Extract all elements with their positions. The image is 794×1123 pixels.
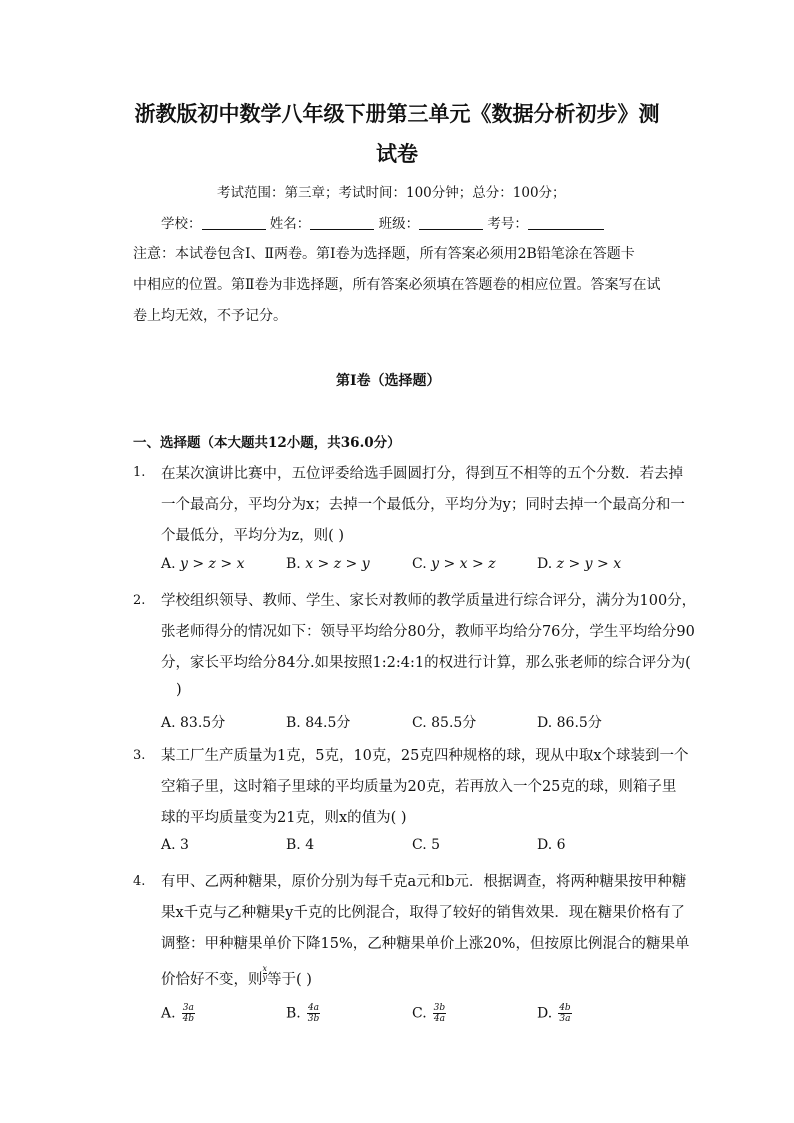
question-number: 2. — [133, 593, 146, 608]
notice-line1: 注意：本试卷包含Ⅰ、Ⅱ两卷。第Ⅰ卷为选择题，所有答案必须用2B铅笔涂在答题卡 — [133, 246, 635, 262]
option-a[interactable] — [161, 1003, 195, 1024]
question-number: 1. — [133, 465, 146, 480]
question-line: 果x千克与乙种糖果y千克的比例混合，取得了较好的销售效果．现在糖果价格有了 — [161, 905, 685, 921]
exam-title-line2: 试卷 — [376, 141, 418, 166]
option-label: C. — [412, 1005, 427, 1022]
option-b[interactable] — [286, 556, 370, 572]
option-label: B. — [286, 1005, 301, 1022]
option-c[interactable] — [412, 712, 476, 732]
option-label: C. — [412, 837, 427, 853]
question-text: 等于( ) — [267, 972, 312, 988]
question-line: 球的平均质量变为21克，则x的值为( ) — [161, 810, 407, 826]
option-fraction — [558, 1003, 572, 1024]
question-line: 空箱子里，这时箱子里球的平均质量为20克，若再放入一个25克的球，则箱子里 — [161, 779, 677, 795]
name-blank[interactable] — [310, 215, 374, 230]
option-label: C. — [412, 556, 427, 572]
option-label: A. — [161, 1005, 176, 1022]
number-label: 考号： — [487, 216, 528, 232]
name-label: 姓名： — [269, 216, 311, 232]
question-line: 分，家长平均给分84分.如果按照1:2:4:1的权进行计算，那么张老师的综合评分为( — [161, 655, 691, 671]
question-line: 张老师得分的情况如下：领导平均给分80分，教师平均给分76分，学生平均给分90 — [161, 624, 695, 640]
question-line: ) — [176, 682, 182, 698]
option-b[interactable] — [286, 837, 314, 853]
exam-info: 考试范围：第三章；考试时间：100分钟；总分：100分； — [217, 185, 566, 201]
option-text: 84.5分 — [305, 715, 351, 731]
notice-line3: 卷上均无效，不予记分。 — [133, 308, 287, 324]
class-label: 班级： — [378, 216, 420, 232]
question-line: 在某次演讲比赛中，五位评委给选手圆圆打分，得到互不相等的五个分数．若去掉 — [161, 466, 683, 482]
option-fraction — [433, 1003, 447, 1024]
option-c[interactable] — [412, 556, 496, 572]
option-label: C. — [412, 715, 427, 731]
option-label: D. — [537, 1005, 553, 1022]
option-a[interactable] — [161, 837, 189, 853]
option-label: D. — [537, 556, 553, 572]
question-number: 4. — [133, 874, 146, 889]
option-text: 4 — [305, 837, 315, 853]
student-fields — [161, 212, 604, 232]
section-title: 一、选择题（本大题共12小题，共36.0分） — [133, 435, 401, 451]
option-label: B. — [286, 556, 301, 572]
question-line: 调整：甲种糖果单价下降15%，乙种糖果单价上涨20%，但按原比例混合的糖果单 — [161, 936, 690, 952]
class-blank[interactable] — [419, 215, 483, 230]
question-line — [161, 965, 312, 989]
option-text: y > x > z — [431, 556, 496, 572]
option-d[interactable] — [537, 712, 602, 732]
option-text: 83.5分 — [180, 715, 226, 731]
option-text: 85.5分 — [431, 715, 477, 731]
option-label: D. — [537, 837, 553, 853]
exam-title-line1: 浙教版初中数学八年级下册第三单元《数据分析初步》测 — [134, 101, 660, 126]
option-text: 3 — [180, 837, 189, 853]
fraction-denominator: y — [262, 973, 268, 982]
school-blank[interactable] — [202, 215, 266, 230]
question-text: 价恰好不变，则 — [161, 972, 263, 988]
option-b[interactable] — [286, 712, 350, 732]
option-label: A. — [161, 715, 176, 731]
question-line: 有甲、乙两种糖果，原价分别为每千克a元和b元．根据调查，将两种糖果按甲种糖 — [161, 874, 687, 890]
question-line: 个最低分，平均分为z，则( ) — [161, 528, 345, 544]
question-number: 3. — [133, 748, 146, 763]
fraction-numerator: 4b — [559, 1003, 571, 1013]
option-a[interactable] — [161, 556, 244, 572]
fraction-numerator: 3a — [182, 1003, 194, 1013]
option-label: B. — [286, 837, 301, 853]
option-text: 6 — [556, 837, 566, 853]
fraction-numerator: x — [262, 964, 268, 973]
option-text: 5 — [431, 837, 441, 853]
option-text: x > z > y — [305, 556, 370, 572]
fraction-numerator: 3b — [433, 1003, 446, 1013]
school-label: 学校： — [161, 216, 202, 232]
question-line: 学校组织领导、教师、学生、家长对教师的教学质量进行综合评分，满分为100分， — [161, 593, 697, 609]
option-b[interactable] — [286, 1003, 320, 1024]
option-text: y > z > x — [180, 556, 245, 572]
option-text: 86.5分 — [556, 715, 602, 731]
fraction-denominator: 3b — [307, 1014, 320, 1024]
number-blank[interactable] — [528, 215, 604, 230]
question-line: 某工厂生产质量为1克，5克，10克，25克四种规格的球，现从中取x个球装到一个 — [161, 748, 689, 764]
question-line: 一个最高分，平均分为x；去掉一个最低分，平均分为y；同时去掉一个最高分和一 — [161, 497, 685, 513]
option-label: B. — [286, 715, 301, 731]
option-fraction — [182, 1003, 196, 1024]
option-c[interactable] — [412, 837, 440, 853]
option-c[interactable] — [412, 1003, 446, 1024]
notice-line2: 中相应的位置。第Ⅱ卷为非选择题，所有答案必须填在答题卷的相应位置。答案写在试 — [133, 277, 661, 293]
part-title: 第Ⅰ卷（选择题） — [336, 373, 441, 389]
option-text: z > y > x — [556, 556, 622, 572]
option-a[interactable] — [161, 712, 225, 732]
fraction-denominator: 3a — [559, 1014, 571, 1024]
option-d[interactable] — [537, 837, 566, 853]
option-d[interactable] — [537, 1003, 572, 1024]
option-label: A. — [161, 556, 176, 572]
option-label: A. — [161, 837, 176, 853]
fraction-denominator: 4b — [182, 1014, 195, 1024]
option-label: D. — [537, 715, 553, 731]
fraction-denominator: 4a — [433, 1014, 445, 1024]
option-d[interactable] — [537, 556, 621, 572]
option-fraction — [307, 1003, 321, 1024]
fraction-numerator: 4a — [307, 1003, 320, 1013]
